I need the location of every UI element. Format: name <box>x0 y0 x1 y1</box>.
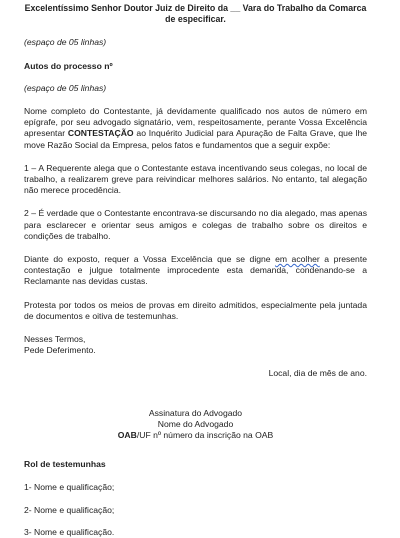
signature-oab-label: OAB <box>117 430 137 441</box>
argument-item-1: 1 – A Requerente alega que o Contestante estava incentivando seus colegas, no local de trabalho, a realizarem greve para reivindicar melhores salários. No entanto, tal alegação não merece procedência. <box>24 162 367 196</box>
signature-line-2: Nome do Advogado <box>157 418 234 429</box>
closing-line-2: Pede Deferimento. <box>24 345 96 356</box>
request-paragraph <box>24 254 367 288</box>
intro-text-end: ao Inquérito Judicial para Apuração de Falta Grave, que lhe move Razão Social da Empresa, pelos fatos e fundamentos que a seguir expõe: <box>24 128 367 150</box>
heading-text-2: de especificar. <box>165 14 226 25</box>
heading-line-2 <box>24 14 367 25</box>
argument-item-2: 2 – É verdade que o Contestante encontrava-se discursando no dia alegado, mas apenas para esclarecer e orientar seus amigos e colegas de trabalho sobre os direitos e condições de trabalho. <box>24 208 367 241</box>
space-note-2: (espaço de 05 linhas) <box>24 82 107 93</box>
process-label: Autos do processo nº <box>24 60 113 71</box>
signature-line-3 <box>24 430 367 441</box>
request-text-start: Diante do exposto, requer a Vossa Excelência que se digne <box>24 254 276 265</box>
witness-item-1: 1- Nome e qualificação; <box>24 482 115 493</box>
signature-oab-text: /UF nº número da inscrição na OAB <box>136 430 274 441</box>
intro-text-start: Nome completo do Contestante, já devidamente qualificado nos autos de número em epígrafe, por seu advogado signatário, vem, respeitosamente, perante Vossa Excelência apresentar <box>24 106 367 139</box>
intro-paragraph <box>24 106 367 151</box>
witness-item-3: 3- Nome e qualificação. <box>24 526 115 537</box>
intro-bold-title: CONTESTAÇÃO <box>67 128 134 139</box>
evidence-paragraph: Protesta por todos os meios de provas em direito admitidos, especialmente pela juntada de documentos e oitiva de testemunhas. <box>24 299 367 321</box>
heading-line-1 <box>24 3 367 14</box>
signature-line-1: Assinatura do Advogado <box>148 407 243 418</box>
place-date: Local, dia de mês de ano. <box>268 368 367 379</box>
witness-item-2: 2- Nome e qualificação; <box>24 504 115 515</box>
space-note-1: (espaço de 05 linhas) <box>24 37 107 48</box>
heading-text-1: Excelentíssimo Senhor Doutor Juiz de Direito da __ Vara do Trabalho da Comarca <box>24 3 367 13</box>
signature-block <box>24 408 367 442</box>
spellcheck-marked-text[interactable]: em acolher <box>275 254 320 265</box>
document-heading <box>24 3 367 25</box>
closing-line-1: Nesses Termos, <box>24 334 86 345</box>
closing-block <box>24 334 367 356</box>
request-text-end: a presente contestação e julgue totalmente improcedente esta demanda, condenando-se a Reclamante nas devidas custas. <box>24 254 368 287</box>
witness-list <box>24 482 367 538</box>
witness-list-title: Rol de testemunhas <box>24 459 106 470</box>
